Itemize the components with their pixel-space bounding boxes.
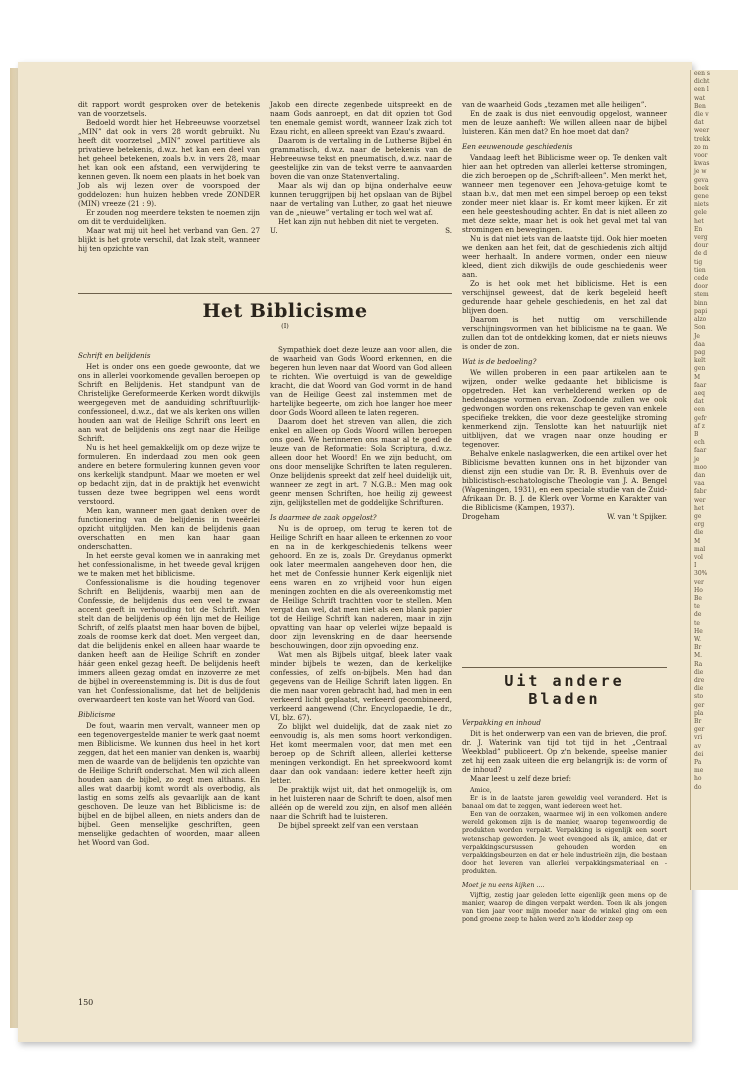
adjacent-page-line: faar (694, 381, 707, 389)
paragraph: Een van de oorzaken, waarmee wij in een volkomen andere wereld gekomen zijn is de manier, waarop tegenwoordig de produkten worden verpakt. Verpakking is eigenlijk een soort wetenschap geworden. Je weet evengoed als ik, amice, dat er verpakkingscursussen gehouden worden en verpakkingsbeurzen en dat er hele industrieën zijn, die bestaan door het leveren van allerlei verpakkingsmateriaal en -produkten. (462, 811, 667, 875)
paragraph: Er zouden nog meerdere teksten te noemen zijn om dit te verduidelijken. (78, 208, 260, 226)
adjacent-page-line: av (694, 742, 701, 750)
adjacent-page-line: Be (694, 595, 702, 602)
adjacent-page-line: En (694, 225, 703, 233)
adjacent-page-line: die (694, 685, 704, 693)
adjacent-page-line: je (694, 455, 700, 463)
adjacent-page-line: Br (694, 718, 702, 726)
adjacent-page-line: ver (694, 578, 704, 586)
adjacent-page-line: die (694, 668, 704, 676)
divider (78, 293, 452, 294)
page-number: 150 (78, 998, 94, 1007)
paragraph: Zo blijkt wel duidelijk, dat de zaak niet zo eenvoudig is, als men soms hoort verkondigen. Het komt meermalen voor, dat men met een beroep op de Schrift alleen, allerlei ketterse meningen verkondigt. En het spreekwoord komt daar dan ook vandaan: iedere ketter heeft zijn letter. (270, 722, 452, 785)
adjacent-page-line: ge (694, 512, 702, 520)
paragraph: We willen proberen in een paar artikelen aan te wijzen, onder welke gedaante het biblicisme is opgetreden. Het kan verhelderend werken op de hedendaagse vormen ervan. Zodoende zullen we ook gedwongen worden ons rekenschap te geven van enkele specifieke trekken, die voor deze geestelijke stroming kenmerkend zijn. Tenslotte kan het natuurlijk niet uitblijven, dat we vragen naar onze houding er tegenover. (462, 368, 667, 449)
adjacent-page-line: af z (694, 422, 705, 430)
adjacent-page-line: dat (694, 119, 704, 127)
adjacent-page-line: mal (694, 545, 706, 553)
adjacent-page-line: binn (694, 299, 708, 307)
paragraph: Nu is het heel gemakkelijk om op deze wijze te formuleren. En inderdaad zou men ook geen andere en betere formulering kunnen geven voor ons kerkelijk standpunt. Maar we moeten er wel op bedacht zijn, dat in de praktijk het evenwicht tussen deze twee begrippen wel eens wordt verstoord. (78, 443, 260, 506)
adjacent-page-line: Je (694, 332, 700, 340)
adjacent-page-line: W. (694, 636, 702, 644)
adjacent-page-line: tig (694, 258, 703, 266)
section-heading: Moet je nu eens kijken .... (462, 882, 545, 890)
adjacent-page-line: M. (694, 652, 703, 660)
signature-right: S. (445, 226, 452, 235)
adjacent-page-line: het (694, 217, 704, 225)
paragraph: De bijbel spreekt zelf van een verstaan (278, 821, 419, 830)
adjacent-page-line: pla (694, 709, 704, 717)
adjacent-page-line: een l (694, 86, 709, 94)
paragraph: Zo is het ook met het biblicisme. Het is een verschijnsel geweest, dat de kerk begeleid heeft gedurende haar gehele geschiedenis, en het zal dat blijven doen. (462, 279, 667, 315)
paragraph: Dit is het onderwerp van een van de brieven, die prof. dr. J. Waterink van tijd tot tijd in het „Centraal Weekblad” publiceert. Op z'n bekende, speelse manier zet hij een zaak uiteen die erg belangrijk is: de vorm of de inhoud? (462, 729, 667, 774)
paragraph: Het kan zijn nut hebben dit niet te vergeten. (278, 217, 439, 226)
adjacent-page-line: papi (694, 307, 708, 315)
adjacent-page-line: me (694, 767, 704, 775)
banner-line-2: Bladen (528, 690, 601, 708)
column-1 (78, 345, 260, 847)
adjacent-page-line: Br (694, 644, 702, 652)
adjacent-page-line: door (694, 283, 708, 291)
adjacent-page-line: gen (694, 365, 706, 373)
article-signature (270, 226, 452, 235)
section-heading: Een eeuwenoude geschiedenis (462, 142, 573, 151)
adjacent-page-line: het (694, 504, 704, 512)
adjacent-page-line: dei (694, 750, 704, 758)
adjacent-page-line: te (694, 603, 700, 611)
adjacent-page-line: M (694, 373, 701, 381)
adjacent-page-line: kwas (694, 160, 710, 168)
section-heading: Is daarmee de zaak opgelost? (270, 513, 377, 522)
adjacent-page-line: de d (694, 250, 708, 258)
adjacent-page-line: aeq (694, 389, 705, 397)
paragraph: Nu is de oproep, om terug te keren tot de Heilige Schrift en haar alleen te erkennen zo voor en na in de kerkgeschiedenis telkens weer gehoord. En ze is, zoals Dr. Greydanus opmerkt ook later meermalen aangeheven door hen, die het met de Confessie hunner Kerk eigenlijk niet eens waren en zo vrijheid voor hun eigen meningen zochten en die als overeenkomstig met de Heilige Schrift trachtten voor te stellen. Men vergat dan wel, dat men niet als een blank papier tot de Heilige Schrift kan naderen, maar in zijn opvatting van haar op velerlei wijze bepaald is door zijn levenskring en de daar heersende beschouwingen, door zijn opvoeding enz. (270, 524, 452, 650)
divider (462, 667, 667, 668)
paragraph: Bedoeld wordt hier het Hebreeuwse voorzetsel „MIN” dat ook in vers 28 wordt gebruikt. Nu heeft dit voorzetsel „MIN” zowel partitieve als privatieve betekenis, d.w.z. het kan een deel van het geheel betekenen, zoals b.v. in vers 28, maar het kan ook een afstand, een verwijdering te kennen geven. Ik noem een plaats in het boek van Job als wij lezen over de voorspoed der goddelozen: hun huizen hebben vrede ZONDER (MIN) vreeze (21 : 9). (78, 118, 260, 208)
paragraph: In het eerste geval komen we in aanraking met het confessionalisme, in het tweede geval krijgen we te maken met het biblicisme. (78, 551, 260, 578)
paragraph: De fout, waarin men vervalt, wanneer men op een tegenovergestelde manier te werk gaat noemt men Biblicisme. We kunnen dus heel in het kort zeggen, dat het een manier van denken is, waarbij men de waarde van de belijdenis ten opzichte van de Heilige Schrift onderschat. Men wil zich alleen houden aan de bijbel, zo zegt men althans. En alles wat daarbij komt wordt als overbodig, als lastig en soms zelfs als gevaarlijk aan de kant geschoven. De leuze van het Biblicisme is: de bijbel en de bijbel alleen, en niets anders dan de bijbel. Geen menselijke geschriften, geen menselijke gedachten of woorden, maar alleen het Woord van God. (78, 721, 261, 847)
paragraph: Daarom is het nuttig om verschillende verschijningsvormen van het biblicisme na te gaan. We zullen dan tot de ontdekking komen, dat er niets nieuws is onder de zon. (462, 315, 667, 351)
adjacent-page-line: ho (694, 775, 702, 783)
paragraph: Behalve enkele naslagwerken, die een artikel over het Biblicisme bevatten kunnen ons in het bijzonder van dienst zijn een studie van Dr. R. B. Evenhuis over de biblicistisch-eschatologische Theologie van J. A. Bengel (Wageningen, 1931), en een speciale studie van de Zuid-Afrikaan Dr. B. J. de Klerk over Vorme en Karakter van die Biblicisme (Kampen, 1937). (462, 449, 667, 512)
paragraph: Daarom doet het streven van allen, die zich enkel en alleen op Gods Woord willen beroepen ons goed. We herinneren ons maar al te goed de leuze van de Reformatie: Sola Scriptura, d.w.z. alleen door het Woord! En we zijn beducht, om ons door menselijke Schriften te laten reguleren. Onze belijdenis spreekt dat zelf heel duidelijk uit, wanneer ze zegt in art. 7 N.G.B.: Men mag ook geenr mensen Schriften, hoe heilig zij geweest zijn, gelijkstellen met de goddelijke Schrifturen. (270, 417, 452, 507)
section-heading: Biblicisme (78, 710, 116, 719)
article-title: Het Biblicisme (202, 300, 368, 322)
adjacent-page-line: I (694, 562, 697, 570)
adjacent-page-line: dan (694, 471, 706, 479)
adjacent-page-line: dat (694, 398, 704, 406)
adjacent-page (690, 70, 738, 890)
paragraph: Vandaag leeft het Biblicisme weer op. Te denken valt hier aan het optreden van allerlei ketterse stromingen, die zich beroepen op de „Schrift-alleen”. Men merkt het, wanneer men tegenover een Jehova-getuige komt te staan b.v., dat men met een simpel beroep op een tekst zonder meer niet klaar is. Er komt meer kijken. Er zit een hele geesteshouding achter. En dat is niet alleen zo met deze sekte, maar het is ook het geval met tal van stromingen en bewegingen. (462, 153, 667, 234)
adjacent-page-line: voor (694, 152, 708, 160)
adjacent-page-line: een (694, 406, 705, 414)
paragraph: Er is in de laatste jaren geweldig veel veranderd. Het is banaal om dat te zeggen, want iedereen weet het. (462, 795, 667, 811)
adjacent-page-line: kelt (694, 357, 706, 365)
paragraph: Maar wat mij uit heel het verband van Gen. 27 blijkt is het grote verschil, dat Izak stelt, wanneer hij ten opzichte van (78, 226, 260, 253)
paragraph: Maar leest u zelf deze brief: (470, 774, 572, 783)
adjacent-page-line: do (694, 783, 702, 791)
adjacent-page-line: He (694, 627, 703, 635)
adjacent-page-line: die v (694, 111, 709, 119)
paragraph: En de zaak is dus niet eenvoudig opgelost, wanneer men de leuze aanheft: We willen alleen naar de bijbel luisteren. Kán men dat? En hoe moet dat dan? (462, 109, 667, 136)
adjacent-page-line: Ho (694, 586, 703, 594)
section-banner (462, 672, 667, 708)
adjacent-page-line: Pa (694, 759, 702, 767)
adjacent-page-line: Ben (694, 102, 706, 110)
adjacent-page-line: boek (694, 184, 709, 192)
adjacent-page-line: Son (694, 324, 706, 332)
adjacent-page-line: gele (694, 209, 707, 217)
adjacent-page-line: geva (694, 176, 709, 184)
adjacent-page-line: gene (694, 193, 709, 201)
paragraph: Amice, (470, 787, 492, 794)
signature-left: U. (270, 226, 278, 235)
adjacent-page-line: faar (694, 447, 707, 455)
signature-author: W. van 't Spijker. (607, 512, 667, 521)
adjacent-page-line: vol (694, 553, 703, 561)
paragraph: dit rapport wordt gesproken over de betekenis van de voorzetsels. (78, 100, 260, 118)
adjacent-page-line: alzo (694, 316, 707, 324)
adjacent-page-line: vri (694, 734, 703, 742)
paragraph: Maar als wij dan op bijna onderhalve eeuw kunnen teruggrijpen bij het opslaan van de Bijbel naar de vertaling van Luther, zo gaat het nieuwe van de „nieuwe” vertaling er toch wel wat af. (270, 181, 452, 217)
column-3 (462, 100, 667, 521)
adjacent-page-line: de (694, 611, 702, 619)
paragraph: Vijftig, zestig jaar geleden lette eigenlijk geen mens op de manier, waarop de dingen verpakt werden. Toen ik als jongen van tien jaar voor mijn moeder naar de winkel ging om een pond groene zeep te halen werd zo'n klodder zeep op (462, 892, 667, 924)
section-heading: Wat is de bedoeling? (462, 357, 537, 366)
adjacent-page-line: dicht (694, 78, 710, 86)
banner-line-1: Uit andere (504, 672, 625, 690)
adjacent-page-line: gefr (694, 414, 707, 422)
paragraph: De praktijk wijst uit, dat het onmogelijk is, om in het luisteren naar de Schrift te doen, alsof men alléén op de wereld zou zijn, en alsof men alléén naar die Schrift had te luisteren. (270, 785, 452, 821)
adjacent-page-line: wat (694, 94, 706, 102)
adjacent-page-line: fabr (694, 488, 707, 496)
column-2-top (270, 100, 452, 235)
column-1-top (78, 100, 260, 253)
adjacent-page-line: een s (694, 70, 710, 77)
adjacent-page-line: moo (694, 463, 707, 471)
section-heading: Schrift en belijdenis (78, 351, 151, 360)
adjacent-page-line: niets (694, 201, 709, 209)
adjacent-page-line: ger (694, 701, 705, 709)
column-3-lower (462, 712, 667, 925)
paragraph: Men kan, wanneer men gaat denken over de functionering van de belijdenis in tweeërlei opzicht uitglijden. Men kan de belijdenis gaan overschatten en men kan haar gaan onderschatten. (78, 506, 260, 551)
adjacent-page-line: vaa (694, 480, 705, 488)
paragraph: Jakob een directe zegenbede uitspreekt en de naam Gods aanroept, en dat dit opzien tot God ten enemale gemist wordt, wanneer Izak zich tot Ezau richt, en alleen spreekt van Ezau's zwaard. (270, 100, 452, 136)
column-2 (270, 345, 452, 830)
adjacent-page-line: cede (694, 275, 709, 283)
adjacent-page-line: verg (694, 234, 708, 242)
article-signature (462, 512, 667, 521)
paragraph: Confessionalisme is die houding tegenover Schrift en Belijdenis, waarbij men aan de Confessie, de belijdenis dus een veel te zwaar accent geeft in verhouding tot de Schrift. Men stelt dan de belijdenis op één lijn met de Heilige Schrift, of zelfs plaatst men haar boven de bijbel, zoals de roomse kerk dat doet. Men vergeet dan, dat die belijdenis enkel en alleen haar waarde te danken heeft aan de Heilige Schrift en zonder háár geen enkel gezag heeft. De belijdenis heeft immers alleen gezag omdat en inzoverre ze met de bijbel in overeenstemming is. Dit is dus de fout van het Confessionalisme, dat het de belijdenis overwaardeert ten koste van het Woord van God. (78, 578, 260, 704)
paragraph: Het is onder ons een goede gewoonte, dat we ons in allerlei voorkomende gevallen beroepen op Schrift en Belijdenis. Het standpunt van de Christelijke Gereformeerde Kerken wordt dikwijls weergegeven met de aanduiding schriftuurlijk-confessioneel, d.w.z., dat we als kerken ons willen houden aan wat de Heilige Schrift ons leert en aan wat de belijdenis ons zegt naar die Heilige Schrift. (78, 362, 260, 443)
adjacent-page-line: dre (694, 677, 705, 685)
paragraph: Sympathiek doet deze leuze aan voor allen, die de waarheid van Gods Woord erkennen, en die begeren hun leven naar dat Woord van God alleen te richten. Wie overtuigd is van de geweldige kracht, die dat Woord van God vormt in de hand van de Heilige Geest zal instemmen met de hartelijke begeerte, om zich hoe langer hoe meer door Gods Woord alleen te laten regeren. (270, 345, 452, 417)
adjacent-page-line: Ra (694, 660, 703, 668)
paragraph: Wat men als Bijbels uitgaf, bleek later vaak minder bijbels te wezen, dan de kerkelijke confessies, of zelfs on-bijbels. Men had dan gegevens van de Heilige Schrift laten liggen. En die men naar voren gebracht had, had men in een verkeerd licht geplaatst, verkeerd gecombineerd, verkeerd aangewend (Chr. Encyclopaedie, 1e dr., VI, blz. 67). (270, 650, 452, 722)
adjacent-page-line: daa (694, 340, 705, 348)
adjacent-page-line: M (694, 537, 701, 545)
adjacent-page-line: sto (694, 693, 704, 701)
section-heading: Verpakking en inhoud (462, 718, 541, 727)
adjacent-page-line: trekk (694, 135, 711, 143)
adjacent-page-line: erg (694, 521, 705, 529)
adjacent-page-line: je w (694, 168, 707, 176)
paragraph: Daarom is de vertaling in de Lutherse Bijbel én grammatisch, d.w.z. naar de betekenis van de Hebreeuwse tekst en pneumatisch, d.w.z. naar de geestelijke zin van de tekst verre te aanvaarden boven die van onze Statenvertaling. (270, 136, 452, 181)
adjacent-page-line: tien (694, 266, 706, 274)
signature-place: Drogeham (462, 512, 500, 521)
adjacent-page-line: 30% (694, 570, 708, 578)
adjacent-page-line: te (694, 619, 700, 627)
adjacent-page-line: ger (694, 726, 705, 734)
adjacent-page-line: wer (694, 496, 706, 504)
article-number: (I) (281, 322, 289, 330)
adjacent-page-line: stem (694, 291, 709, 299)
adjacent-page-line: zo m (694, 143, 709, 151)
adjacent-page-line: weer (694, 127, 710, 135)
paragraph: van de waarheid Gods „tezamen met alle heiligen”. (462, 100, 647, 109)
adjacent-page-line: B (694, 430, 699, 438)
adjacent-page-line: die (694, 529, 704, 537)
adjacent-page-line: pag (694, 348, 706, 356)
paragraph: Nu is dat niet iets van de laatste tijd. Ook hier moeten we denken aan het feit, dat de geschiedenis zich altijd weer herhaalt. In andere vormen, onder een nieuw kleed, dient zich dikwijls de oude geschiedenis weer aan. (462, 234, 667, 279)
adjacent-page-line: dour (694, 242, 709, 250)
adjacent-page-line: ech (694, 439, 705, 447)
